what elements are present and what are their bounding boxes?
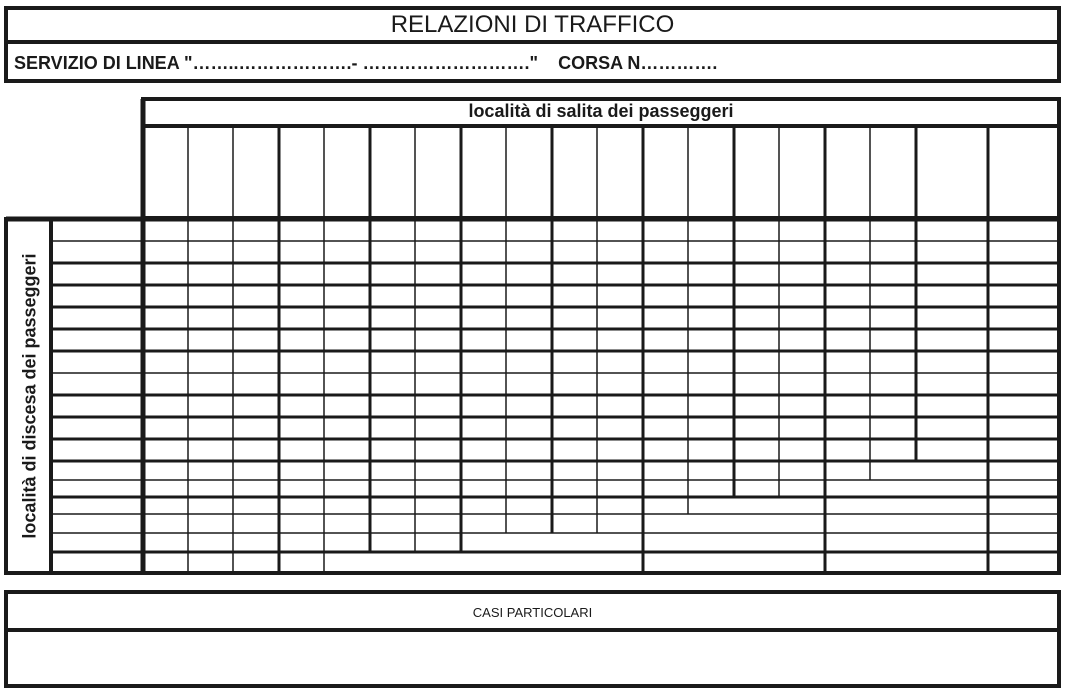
service-line-field[interactable]: SERVIZIO DI LINEA "……..……………….- ………………………." CORSA N…………. [14, 53, 718, 73]
alighting-locations-header: località di discesa dei passeggeri [19, 253, 40, 539]
special-cases-divider [8, 628, 1057, 632]
boarding-locations-header: località di salita dei passeggeri [468, 101, 734, 121]
special-cases-box [4, 590, 1061, 688]
form-title: RELAZIONI DI TRAFFICO [390, 11, 675, 38]
grid-lines [6, 99, 1059, 573]
special-cases-label: CASI PARTICOLARI [472, 605, 593, 620]
